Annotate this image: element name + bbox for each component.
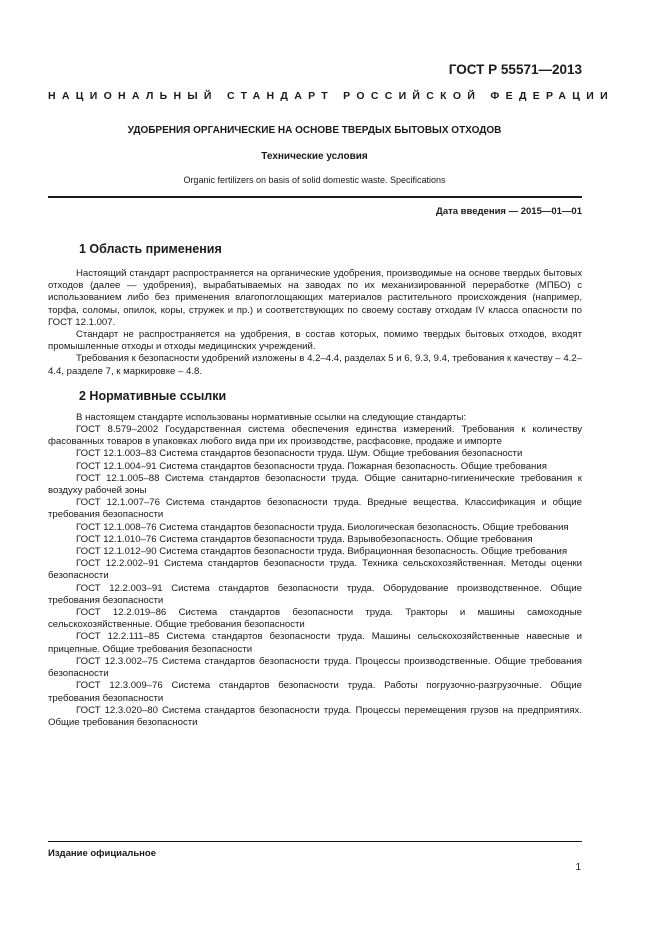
reference-item: ГОСТ 12.1.012–90 Система стандартов безопасности труда. Вибрационная безопасность. Общие требования xyxy=(76,546,568,558)
paragraph: Настоящий стандарт распространяется на органические удобрения, производимые на основе твердых бытовых отходов (далее — удобрения), вырабатываемых на заводах по их механизированной переработке (МПБО) с использованием либо без применения влагопоглощающих материалов растительного происхождения (например, торфа, соломы, опилок, коры, стружек и пр.) и соответствующих по своему составу отходам IV класса опасности по ГОСТ 12.1.007. xyxy=(48,268,582,328)
reference-item: ГОСТ 12.1.007–76 Система стандартов безопасности труда. Вредные вещества. Классификация и общие требования безопасности xyxy=(48,497,582,521)
header-divider xyxy=(48,196,582,198)
section-heading-references: 2 Нормативные ссылки xyxy=(79,388,227,403)
reference-item: ГОСТ 12.3.009–76 Система стандартов безопасности труда. Работы погрузочно-разгрузочные. Общие требования безопасности xyxy=(48,680,582,704)
reference-item: ГОСТ 12.1.003–83 Система стандартов безопасности труда. Шум. Общие требования безопасности xyxy=(76,448,523,460)
footer-divider xyxy=(48,841,582,842)
reference-item: ГОСТ 12.1.004–91 Система стандартов безопасности труда. Пожарная безопасность. Общие требования xyxy=(76,460,547,472)
document-body xyxy=(48,241,582,729)
paragraph: Требования к безопасности удобрений изложены в 4.2–4.4, разделах 5 и 6, 9.3, 9.4, требования к качеству – 4.2–4.4, разделе 7, к маркировке – 4.8. xyxy=(48,353,582,377)
document-title: УДОБРЕНИЯ ОРГАНИЧЕСКИЕ НА ОСНОВЕ ТВЕРДЫХ БЫТОВЫХ ОТХОДОВ xyxy=(127,125,502,136)
national-standard-banner: НАЦИОНАЛЬНЫЙ СТАНДАРТ РОССИЙСКОЙ ФЕДЕРАЦИИ xyxy=(48,90,614,102)
page-number: 1 xyxy=(575,862,581,873)
document-subtitle: Технические условия xyxy=(261,151,368,162)
reference-item: ГОСТ 8.579–2002 Государственная система обеспечения единства измерений. Требования к количеству фасованных товаров в упаковках любого вида при их производстве, расфасовке, продаже и импорте xyxy=(48,424,582,448)
reference-item: ГОСТ 12.1.005–88 Система стандартов безопасности труда. Общие санитарно-гигиенические требования к воздуху рабочей зоны xyxy=(48,472,582,497)
english-title: Organic fertilizers on basis of solid domestic waste. Specifications xyxy=(183,175,446,185)
edition-label: Издание официальное xyxy=(48,848,156,859)
reference-item: ГОСТ 12.1.010–76 Система стандартов безопасности труда. Взрывобезопасность. Общие требования xyxy=(76,533,533,545)
reference-item: ГОСТ 12.2.002–91 Система стандартов безопасности труда. Техника сельскохозяйственная. Методы оценки безопасности xyxy=(48,558,582,582)
reference-item: ГОСТ 12.3.002–75 Система стандартов безопасности труда. Процессы производственные. Общие требования безопасности xyxy=(48,655,582,680)
reference-item: ГОСТ 12.1.008–76 Система стандартов безопасности труда. Биологическая безопасность. Общие требования xyxy=(76,521,569,533)
gost-code: ГОСТ Р 55571—2013 xyxy=(448,62,582,77)
section-heading-scope: 1 Область применения xyxy=(79,242,222,256)
reference-item: ГОСТ 12.2.003–91 Система стандартов безопасности труда. Оборудование производственное. Общие требования безопасности xyxy=(48,582,582,606)
reference-item: ГОСТ 12.2.111–85 Система стандартов безопасности труда. Машины сельскохозяйственные навесные и прицепные. Общие требования безопасности xyxy=(48,631,582,655)
reference-item: ГОСТ 12.2.019–86 Система стандартов безопасности труда. Тракторы и машины самоходные сельскохозяйственные. Общие требования безопасности xyxy=(48,607,582,631)
reference-item: ГОСТ 12.3.020–80 Система стандартов безопасности труда. Процессы перемещения грузов на предприятиях. Общие требования безопасности xyxy=(48,704,582,728)
paragraph: Стандарт не распространяется на удобрения, в состав которых, помимо твердых бытовых отходов, входят промышленные отходы и отходы медицинских учреждений. xyxy=(48,329,582,353)
references-intro: В настоящем стандарте использованы нормативные ссылки на следующие стандарты: xyxy=(76,411,467,423)
effective-date: Дата введения — 2015—01—01 xyxy=(436,206,582,217)
